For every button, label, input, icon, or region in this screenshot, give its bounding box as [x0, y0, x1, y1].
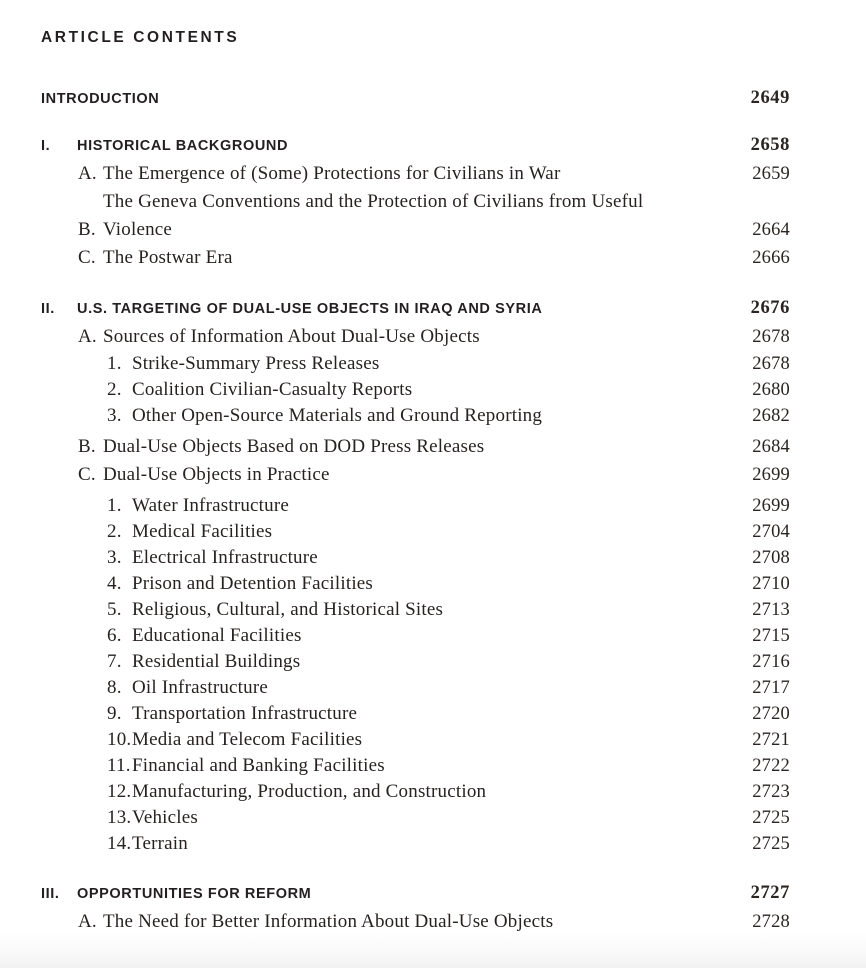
toc-entry[interactable] [41, 831, 790, 857]
toc-entry-number: 14. [107, 833, 132, 854]
toc-entry[interactable] [41, 160, 790, 188]
toc-entry-number: 10. [107, 729, 132, 750]
toc-entry-page: 2699 [752, 496, 790, 516]
toc-entry-page: 2678 [752, 327, 790, 347]
toc-entry[interactable] [41, 675, 790, 701]
toc-entry-number: C. [78, 464, 96, 485]
toc-entry-page: 2717 [752, 678, 790, 698]
toc-entry-introduction[interactable] [41, 88, 790, 109]
toc-entry[interactable] [41, 545, 790, 571]
toc-entry[interactable] [41, 701, 790, 727]
toc-entry-number: C. [78, 247, 96, 268]
toc-entry-number: 12. [107, 781, 132, 802]
toc-entry-section-3[interactable] [41, 883, 790, 904]
toc-entry[interactable] [41, 403, 790, 429]
toc-entry-number: 8. [107, 677, 122, 698]
toc-entry[interactable] [41, 908, 790, 936]
toc-entry-title-line2: Violence [103, 219, 173, 240]
toc-entry-page: 2723 [752, 782, 790, 802]
toc-entry[interactable] [41, 779, 790, 805]
toc-entry-title: INTRODUCTION [41, 91, 160, 107]
toc-entry-number: 13. [107, 807, 132, 828]
toc-entry-title: Water Infrastructure [132, 495, 290, 516]
toc-entry-page: 2659 [752, 164, 790, 184]
toc-entry-title: Terrain [132, 833, 188, 854]
toc-entry-number: 4. [107, 573, 122, 594]
toc-entry-title: Transportation Infrastructure [132, 703, 358, 724]
toc-entry-number: A. [78, 163, 97, 184]
toc-entry-title: Dual-Use Objects Based on DOD Press Releases [103, 436, 485, 457]
toc-entry-page: 2715 [752, 626, 790, 646]
toc-entry-page: 2666 [752, 248, 790, 268]
toc-entry[interactable] [41, 727, 790, 753]
toc-entry-number: 11. [107, 755, 131, 776]
toc-entry-title: Other Open-Source Materials and Ground Reporting [132, 405, 543, 426]
toc-entry[interactable] [41, 433, 790, 461]
toc-entry[interactable] [41, 351, 790, 377]
toc-entry-title: Educational Facilities [132, 625, 302, 646]
toc-entry-title: Vehicles [132, 807, 198, 828]
toc-entry-number: I. [41, 138, 51, 154]
toc-entry-page: 2716 [752, 652, 790, 672]
toc-entry[interactable] [41, 649, 790, 675]
toc-entry-page: 2684 [752, 437, 790, 457]
toc-entry-title: U.S. TARGETING OF DUAL-USE OBJECTS IN IRAQ AND SYRIA [77, 301, 543, 317]
toc-entry-title: OPPORTUNITIES FOR REFORM [77, 886, 312, 902]
toc-entry-page: 2649 [750, 88, 790, 108]
toc-entry-title: Sources of Information About Dual-Use Objects [103, 326, 480, 347]
toc-entry-number: 6. [107, 625, 122, 646]
toc-entry-title: The Need for Better Information About Dual-Use Objects [103, 911, 554, 932]
toc-entry-section-1[interactable] [41, 135, 790, 156]
toc-entry-number: 1. [107, 353, 122, 374]
toc-entry-number: 2. [107, 521, 122, 542]
toc-entry[interactable] [41, 244, 790, 272]
toc-entry[interactable] [41, 805, 790, 831]
toc-entry-page: 2720 [752, 704, 790, 724]
toc-entry-number: 1. [107, 495, 122, 516]
toc-entry-page: 2727 [750, 883, 790, 903]
toc-entry-title: Oil Infrastructure [132, 677, 269, 698]
toc-entry-title: Coalition Civilian-Casualty Reports [132, 379, 413, 400]
toc-entry[interactable] [41, 571, 790, 597]
toc-entry-number: 2. [107, 379, 122, 400]
page-bottom-fade [0, 933, 866, 968]
toc-entry-page: 2680 [752, 380, 790, 400]
toc-entry-title: The Emergence of (Some) Protections for Civilians in War [103, 163, 561, 184]
toc-entry-page: 2704 [752, 522, 790, 542]
toc-entry-title: Religious, Cultural, and Historical Sites [132, 599, 444, 620]
toc-entry-number: III. [41, 886, 60, 902]
toc-entry[interactable] [41, 753, 790, 779]
toc-entry-page: 2676 [750, 298, 790, 318]
toc-entry-title: Medical Facilities [132, 521, 273, 542]
toc-entry-number: 3. [107, 547, 122, 568]
toc-entry-number: II. [41, 301, 55, 317]
toc-entry-title: Electrical Infrastructure [132, 547, 318, 568]
toc-entry-number: A. [78, 911, 97, 932]
toc-entry-page: 2713 [752, 600, 790, 620]
toc-entry-number: B. [78, 436, 96, 457]
toc-entry-number: 9. [107, 703, 122, 724]
toc-entry-title: Financial and Banking Facilities [132, 755, 385, 776]
toc-entry-number: 5. [107, 599, 122, 620]
toc-entry-number: 3. [107, 405, 122, 426]
toc-entry-page: 2725 [752, 808, 790, 828]
toc-entry-title: Dual-Use Objects in Practice [103, 464, 330, 485]
toc-entry-page: 2728 [752, 912, 790, 932]
toc-entry-number: B. [78, 219, 96, 240]
toc-entry-number: A. [78, 326, 97, 347]
toc-entry[interactable] [41, 323, 790, 351]
toc-entry[interactable] [41, 461, 790, 489]
page-title: ARTICLE CONTENTS [41, 29, 240, 46]
toc-entry-page: 2682 [752, 406, 790, 426]
toc-entry-page: 2710 [752, 574, 790, 594]
toc-entry[interactable] [41, 519, 790, 545]
toc-entry-title: Residential Buildings [132, 651, 301, 672]
toc-entry-page: 2722 [752, 756, 790, 776]
toc-entry-section-2[interactable] [41, 298, 790, 319]
toc-entry-page: 2678 [752, 354, 790, 374]
toc-entry[interactable] [41, 377, 790, 403]
toc-entry[interactable] [41, 188, 790, 244]
toc-entry[interactable] [41, 493, 790, 519]
toc-entry-title: The Postwar Era [103, 247, 233, 268]
toc-entry-title: HISTORICAL BACKGROUND [77, 138, 289, 154]
toc-entry-title [103, 188, 752, 244]
toc-entry-page: 2658 [750, 135, 790, 155]
toc-entry-page: 2664 [752, 220, 790, 240]
toc-entry-title: Strike-Summary Press Releases [132, 353, 380, 374]
toc-entry-page: 2721 [752, 730, 790, 750]
toc-entry-page: 2725 [752, 834, 790, 854]
toc-entry-title: Manufacturing, Production, and Construction [132, 781, 487, 802]
toc-entry-title-line1: The Geneva Conventions and the Protection of Civilians from Useful [103, 191, 644, 212]
toc-entry-page: 2699 [752, 465, 790, 485]
toc-entry[interactable] [41, 623, 790, 649]
toc-entry-title: Media and Telecom Facilities [132, 729, 363, 750]
toc-entry-title: Prison and Detention Facilities [132, 573, 374, 594]
toc-entry-number: 7. [107, 651, 122, 672]
toc-entry[interactable] [41, 597, 790, 623]
toc-entry-page: 2708 [752, 548, 790, 568]
